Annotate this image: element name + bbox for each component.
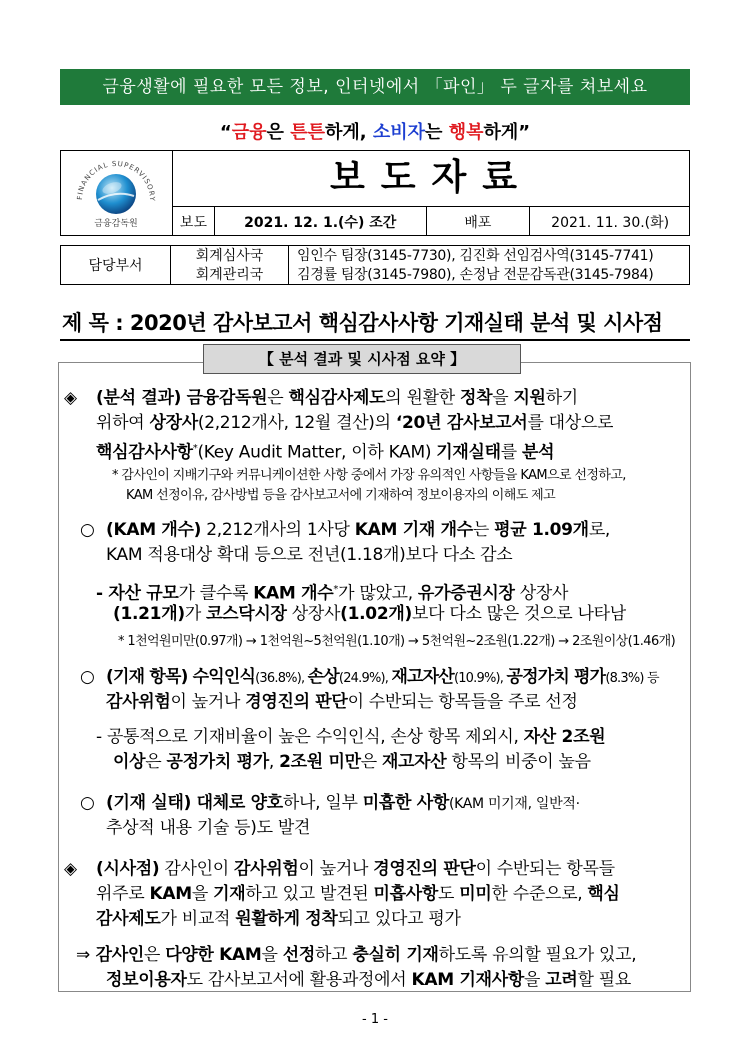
report-label: 보도 (173, 207, 215, 236)
slogan (0, 118, 750, 144)
fss-logo (60, 150, 172, 236)
section-analysis-line3: 핵심감사사항*(Key Audit Matter, 이하 KAM) 기재실태를 분석 (96, 442, 555, 463)
department-table (60, 245, 690, 285)
implication-line3: 감사제도가 비교적 원활하게 정착되고 있다고 평가 (96, 909, 461, 929)
kam-status-line2: 추상적 내용 기술 등)도 발견 (106, 818, 311, 838)
slogan-word: 하게 (483, 122, 519, 143)
implication-line2: 위주로 KAM을 기재하고 있고 발견된 미흡사항도 미미한 수준으로, 핵심 (96, 884, 620, 904)
kam-asset-line1: - 자산 규모가 클수록 KAM 개수*가 많았고, 유가증권시장 상장사 (96, 583, 569, 604)
slogan-word: 는 (425, 122, 449, 143)
team-name: 회계심사국 (195, 248, 264, 264)
kam-items-line2: 감사위험이 높거나 경영진의 판단이 수반되는 항목들을 주로 선정 (106, 692, 578, 712)
slogan-word: 금융 (231, 122, 267, 143)
department-teams (171, 246, 289, 284)
section-analysis-note1: * 감사인이 지배기구와 커뮤니케이션한 사항 중에서 가장 유의적인 사항들을 KAM으로 선정하고, (112, 468, 626, 483)
section-analysis-note2: KAM 선정이유, 감사방법 등을 감사보고서에 기재하여 정보이용자의 이해도 제고 (126, 488, 556, 503)
section-analysis-line1: (분석 결과) 금융감독원은 핵심감사제도의 원활한 정착을 지원하기 (96, 388, 578, 408)
slogan-word: 하게, (324, 122, 373, 143)
slogan-open-quote: “ (219, 122, 232, 143)
subject-line: 제 목 : 2020년 감사보고서 핵심감사사항 기재실태 분석 및 시사점 (62, 311, 663, 335)
implication-line1: (시사점) 감사인이 감사위험이 높거나 경영진의 판단이 수반되는 항목들 (96, 859, 615, 879)
logo-arc-text: FINANCIAL SUPERVISORY (75, 159, 157, 202)
slogan-word: 튼튼 (290, 122, 325, 143)
department-label: 담당부서 (61, 246, 171, 284)
pine-banner: 금융생활에 필요한 모든 정보, 인터넷에서 「파인」 두 글자를 쳐보세요 (60, 69, 690, 105)
report-date: 2021. 12. 1.(수) 조간 (215, 207, 427, 236)
kam-count-bullet: ○ (80, 520, 95, 540)
kam-items-detail1: - 공통적으로 기재비율이 높은 수익인식, 손상 항목 제외시, 자산 2조원 (96, 727, 606, 747)
slogan-word: 행복 (448, 122, 484, 143)
kam-asset-line2: (1.21개)가 코스닥시장 상장사(1.02개)보다 다소 많은 것으로 나타남 (113, 604, 626, 624)
arrow-icon: ⇒ (76, 945, 90, 965)
kam-status-line1: (기재 실태) 대체로 양호하나, 일부 미흡한 사항(KAM 미기재, 일반적· (106, 793, 580, 813)
section-analysis-line2: 위하여 상장사(2,212개사, 12월 결산)의 ‘20년 감사보고서를 대상으로 (96, 413, 614, 433)
kam-items-line1: (기재 항목) 수익인식(36.8%), 손상(24.9%), 재고자산(10.9%), 공정가치 평가(8.3%) 등 (106, 667, 659, 687)
slogan-word: 소비자 (372, 122, 426, 143)
suggestion-line1: ⇒ 감사인은 다양한 KAM을 선정하고 충실히 기재하도록 유의할 필요가 있고, (76, 945, 637, 965)
implication-bullet: ◈ (64, 859, 77, 879)
slogan-word: 은 (266, 122, 291, 143)
kam-status-bullet: ○ (80, 793, 95, 813)
page-number: - 1 - (362, 1012, 388, 1027)
kam-items-bullet: ○ (80, 667, 95, 687)
slogan-close-quote: ” (518, 122, 531, 143)
distribution-label: 배포 (427, 207, 531, 236)
suggestion-line2: 정보이용자도 감사보고서에 활용과정에서 KAM 기재사항을 고려할 필요 (106, 970, 631, 990)
kam-count-line1: (KAM 개수) 2,212개사의 1사당 KAM 기재 개수는 평균 1.09개로, (106, 520, 611, 540)
date-row (172, 206, 690, 236)
kam-count-line2: KAM 적용대상 확대 등으로 전년(1.18개)보다 다소 감소 (106, 545, 513, 565)
contact-line: 김경률 팀장(3145-7980), 손정남 전문감독관(3145-7984) (297, 267, 654, 283)
page-title: 보도자료 (172, 150, 690, 206)
kam-items-detail2: 이상은 공정가치 평가, 2조원 미만은 재고자산 항목의 비중이 높음 (113, 752, 591, 772)
distribution-date: 2021. 11. 30.(화) (551, 214, 670, 231)
fss-emblem-icon (60, 150, 172, 236)
contact-line: 임인수 팀장(3145-7730), 김진화 선임검사역(3145-7741) (297, 248, 654, 264)
department-contacts (289, 246, 689, 284)
logo-org-name: 금융감독원 (94, 219, 138, 229)
team-name: 회계관리국 (195, 267, 264, 283)
summary-header: 【 분석 결과 및 시사점 요약 】 (203, 344, 521, 374)
section-analysis-bullet: ◈ (64, 388, 77, 408)
kam-asset-note: * 1천억원미만(0.97개) → 1천억원~5천억원(1.10개) → 5천억원~2조원(1.22개) → 2조원이상(1.46개) (118, 634, 676, 649)
subject-underline (60, 339, 690, 341)
